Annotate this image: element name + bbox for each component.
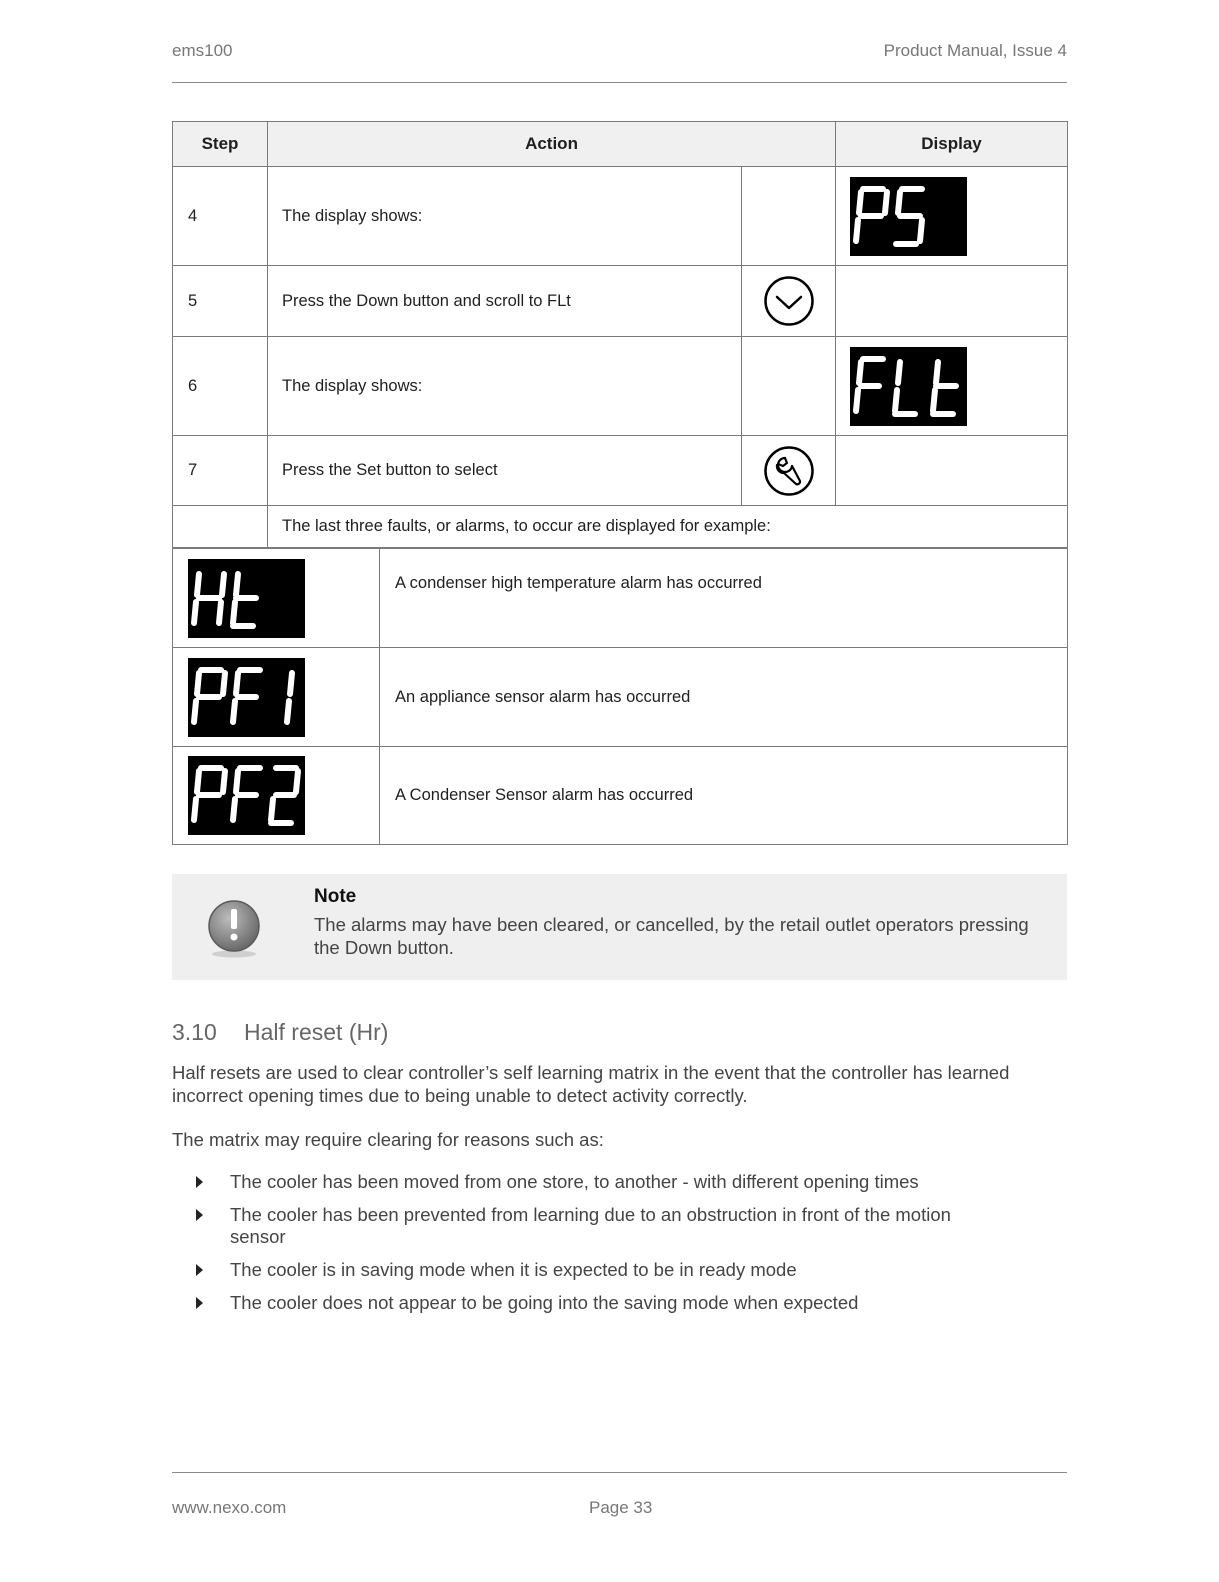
list-item: The cooler has been prevented from learning due to an obstruction in front of the motion sensor [172, 1204, 1002, 1248]
bullet-arrow-icon [196, 1176, 203, 1188]
table-row [173, 747, 1068, 845]
table-row [173, 436, 1068, 506]
note-body: The alarms may have been cleared, or cancelled, by the retail outlet operators pressing the Down button. [314, 914, 1029, 958]
lcd-segments-ps [850, 177, 967, 256]
header-display: Display [836, 122, 1068, 167]
lcd-segments-flt [850, 347, 967, 426]
step-number: 6 [173, 337, 268, 436]
exclamation-icon [206, 899, 262, 959]
alarms-table [172, 548, 1068, 845]
alarm-description: A Condenser Sensor alarm has occurred [380, 747, 1068, 845]
note-box [172, 874, 1067, 980]
table-row [173, 549, 1068, 648]
table-row [173, 506, 1068, 548]
list-item: The cooler is in saving mode when it is expected to be in ready mode [172, 1259, 1002, 1281]
down-button-icon [763, 275, 815, 327]
steps-table [172, 121, 1068, 548]
bullet-arrow-icon [196, 1264, 203, 1276]
alarm-description: A condenser high temperature alarm has occurred [380, 549, 1068, 648]
lcd-display-pf1 [188, 658, 305, 737]
list-item: The cooler has been moved from one store, to another - with different opening times [172, 1171, 1002, 1193]
lcd-display-ps [850, 177, 967, 256]
header-product-name: ems100 [172, 41, 233, 60]
section-paragraph-2: The matrix may require clearing for reasons such as: [172, 1129, 604, 1150]
footer-page-number: Page 33 [589, 1498, 653, 1517]
section-heading [172, 1019, 388, 1046]
section-number: 3.10 [172, 1019, 217, 1045]
action-text: The display shows: [268, 337, 742, 436]
note-title: Note [314, 886, 357, 907]
list-item: The cooler does not appear to be going into the saving mode when expected [172, 1292, 1002, 1314]
footer-rule [172, 1472, 1067, 1473]
step-number [173, 506, 268, 548]
lcd-display-ht [188, 559, 305, 638]
set-button-wrench-icon [763, 445, 815, 497]
action-text: Press the Down button and scroll to FLt [268, 266, 742, 337]
lcd-segments-pf2 [188, 756, 305, 835]
header-document-title: Product Manual, Issue 4 [883, 41, 1067, 60]
section-paragraph-1: Half resets are used to clear controller’s self learning matrix in the event that the controller has learned incorrect opening times due to being unable to detect activity correctly. [172, 1062, 1010, 1106]
header-step: Step [173, 122, 268, 167]
table-row [173, 167, 1068, 266]
bullet-arrow-icon [196, 1209, 203, 1221]
footer-website: www.nexo.com [172, 1498, 287, 1517]
lcd-display-pf2 [188, 756, 305, 835]
header-action: Action [268, 122, 836, 167]
bullet-arrow-icon [196, 1297, 203, 1309]
action-text: Press the Set button to select [268, 436, 742, 506]
action-text: The last three faults, or alarms, to occur are displayed for example: [268, 506, 1068, 548]
header-rule [172, 82, 1067, 83]
table-row [173, 648, 1068, 747]
section-title: Half reset (Hr) [244, 1019, 389, 1045]
table-header-row [173, 122, 1068, 167]
lcd-segments-ht [188, 559, 305, 638]
lcd-segments-pf1 [188, 658, 305, 737]
reasons-list [172, 1171, 1002, 1325]
step-number: 7 [173, 436, 268, 506]
table-row [173, 337, 1068, 436]
lcd-display-flt [850, 347, 967, 426]
step-number: 5 [173, 266, 268, 337]
table-row [173, 266, 1068, 337]
alarm-description: An appliance sensor alarm has occurred [380, 648, 1068, 747]
action-text: The display shows: [268, 167, 742, 266]
step-number: 4 [173, 167, 268, 266]
